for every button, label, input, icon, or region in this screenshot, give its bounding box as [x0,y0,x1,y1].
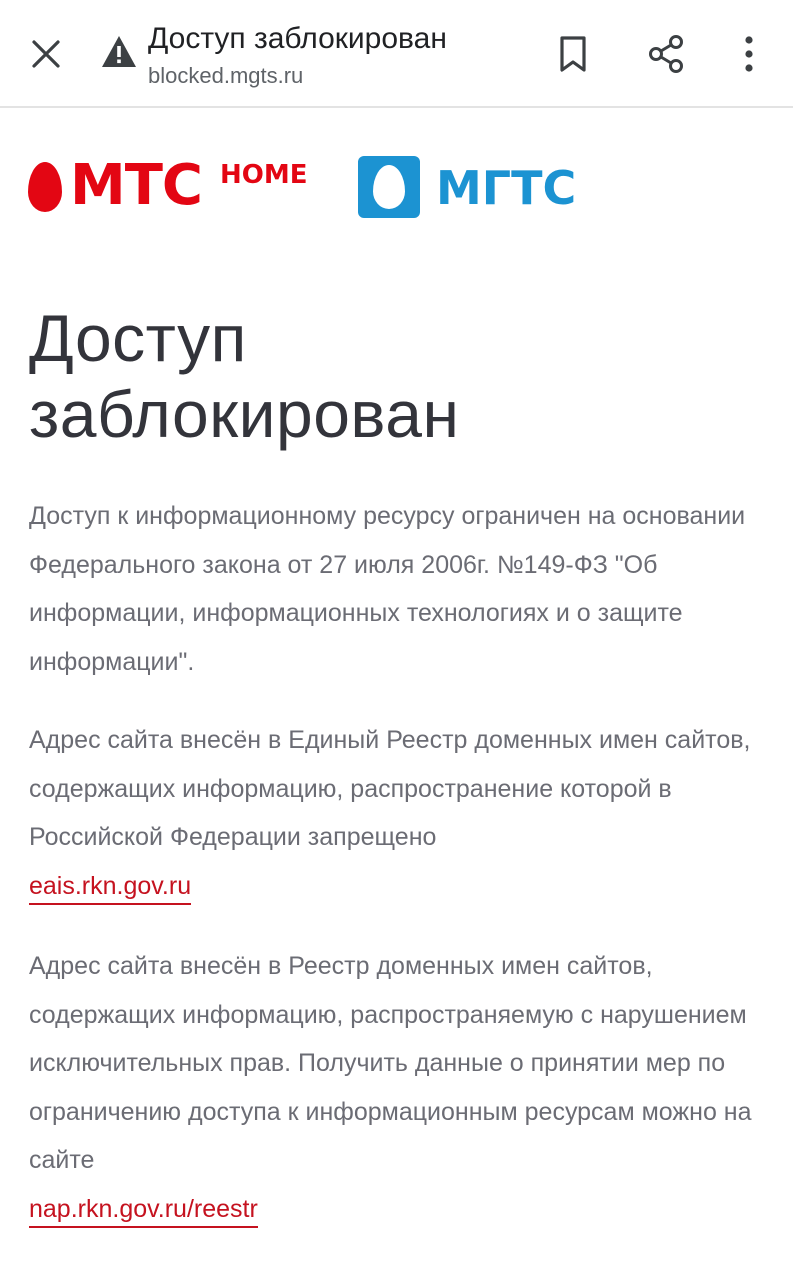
rights-registry-text: Адрес сайта внесён в Реестр доменных имен сайтов, содержащих информацию, распространяемую с нарушением исключительных прав. Получить данные о принятии мер по ограничению доступа к информационным ресурсам можно на сайте [29,952,752,1174]
page-url[interactable]: blocked.mgts.ru [148,63,304,88]
more-vert-icon [732,32,766,76]
page-title: Доступ заблокирован [148,22,447,55]
mgts-logo-text: МГТС [436,161,577,215]
heading-line-2: заблокирован [29,377,460,451]
brand-logos [28,148,768,228]
law-paragraph: Доступ к информационному ресурсу ограничен на основании Федерального закона от 27 июля 2006г. №149-ФЗ "Об информации, информационных технологиях и о защите информации". [29,502,746,676]
bookmark-button[interactable] [553,34,593,74]
rights-registry-paragraph [29,942,759,1233]
heading-line-1: Доступ [29,301,247,375]
custom-tab-toolbar [0,0,793,108]
registry-text: Адрес сайта внесён в Единый Реестр доменных имен сайтов, содержащих информацию, распространение которой в Российской Федерации запрещено [29,726,751,851]
warning-icon [100,34,138,70]
close-button[interactable] [26,34,66,74]
mts-egg-icon [28,162,62,212]
page-heading [29,300,759,452]
registry-paragraph [29,716,759,910]
mgts-egg-icon [373,165,405,209]
mts-logo-text: МТС [70,153,203,218]
more-options-button[interactable] [732,32,766,76]
share-icon [644,32,688,76]
connection-warning-button[interactable] [100,34,138,70]
mgts-logo-icon [358,156,420,218]
mts-home-text: HOME [220,160,308,190]
main-content [29,300,759,1233]
share-button[interactable] [644,32,688,76]
nap-link[interactable]: nap.rkn.gov.ru/reestr [29,1192,258,1228]
eais-link[interactable]: eais.rkn.gov.ru [29,869,191,905]
close-icon [26,34,66,74]
bookmark-icon [553,34,593,74]
